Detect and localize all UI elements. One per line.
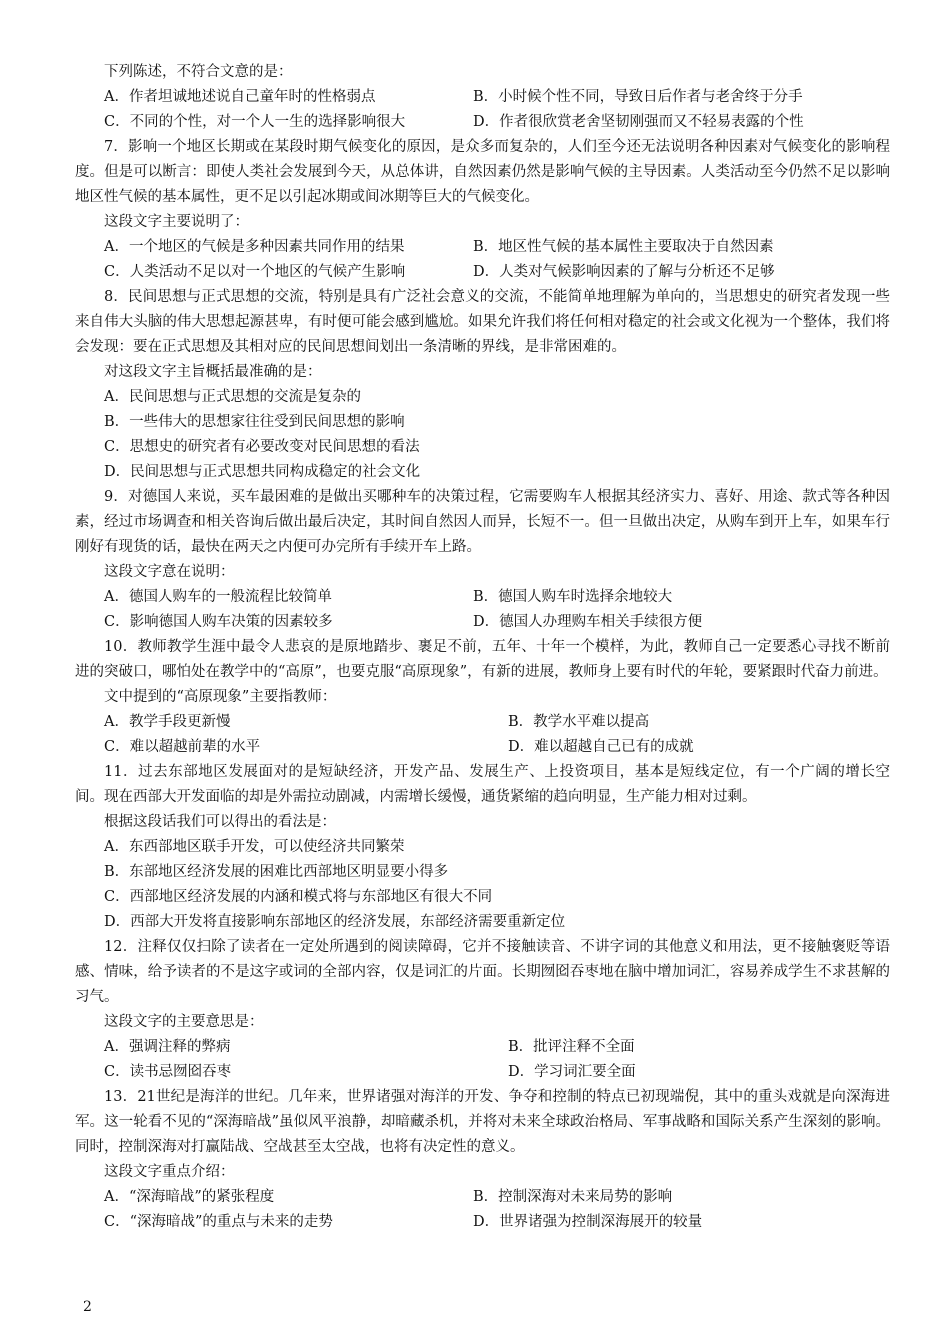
q12-option-d[interactable]: D．学习词汇要全面 xyxy=(508,1064,636,1080)
q6-option-c[interactable]: C．不同的个性，对一个人一生的选择影响很大 xyxy=(104,114,406,130)
q7-option-d[interactable]: D．人类对气候影响因素的了解与分析还不足够 xyxy=(473,264,775,280)
q9-option-c[interactable]: C．影响德国人购车决策的因素较多 xyxy=(104,614,333,630)
q11-passage: 11．过去东部地区发展面对的是短缺经济，开发产品、发展生产、上投资项目，基本是短线定位，有一个广阔的增长空间。现在西部大开发面临的却是外需拉动剧减，内需增长缓慢，通货紧缩的趋向明显，生产能力相对过剩。 xyxy=(75,764,890,805)
q8-option-b[interactable]: B．一些伟大的思想家往往受到民间思想的影响 xyxy=(104,414,405,430)
q8-option-d[interactable]: D．民间思想与正式思想共同构成稳定的社会文化 xyxy=(104,464,421,480)
q9-options-row-1 xyxy=(75,585,890,610)
q10-options-row-1 xyxy=(75,710,890,735)
q8-option-a[interactable]: A．民间思想与正式思想的交流是复杂的 xyxy=(104,389,361,405)
q13-option-d[interactable]: D．世界诸强为控制深海展开的较量 xyxy=(473,1214,703,1230)
q8-prompt: 对这段文字主旨概括最准确的是： xyxy=(104,364,322,380)
q11-option-a[interactable]: A．东西部地区联手开发，可以使经济共同繁荣 xyxy=(104,839,405,855)
q7-options-row-2 xyxy=(75,260,890,285)
q10-prompt: 文中提到的“高原现象”主要指教师： xyxy=(104,689,337,705)
q7-option-a[interactable]: A．一个地区的气候是多种因素共同作用的结果 xyxy=(104,239,405,255)
q6-option-d[interactable]: D．作者很欣赏老舍坚韧刚强而又不轻易表露的个性 xyxy=(473,114,804,130)
q12-options-row-1 xyxy=(75,1035,890,1060)
q13-option-a[interactable]: A．“深海暗战”的紧张程度 xyxy=(104,1189,275,1205)
q7-passage: 7．影响一个地区长期或在某段时期气候变化的原因，是众多而复杂的，人们至今还无法说明各种因素对气候变化的影响程度。但是可以断言：即使人类社会发展到今天，从总体讲，自然因素仍然是影响气候的主导因素。人类活动至今仍然不足以影响地区性气候的基本属性，更不足以引起冰期或间冰期等巨大的气候变化。 xyxy=(75,139,890,205)
q9-option-b[interactable]: B．德国人购车时选择余地较大 xyxy=(473,589,673,605)
q12-passage: 12．注释仅仅扫除了读者在一定处所遇到的阅读障碍，它并不接触读音、不讲字词的其他意义和用法，更不接触褒贬等语感、情味，给予读者的不是这字或词的全部内容，仅是词汇的片面。长期囫囵吞枣地在脑中增加词汇，容易养成学生不求甚解的习气。 xyxy=(75,939,890,1005)
q12-option-b[interactable]: B．批评注释不全面 xyxy=(508,1039,635,1055)
q11-prompt: 根据这段话我们可以得出的看法是： xyxy=(104,814,336,830)
page-number: 2 xyxy=(83,1299,92,1315)
q10-passage: 10．教师教学生涯中最令人悲哀的是原地踏步、裹足不前，五年、十年一个模样，为此，教师自己一定要悉心寻找不断前进的突破口，哪怕处在教学中的“高原”，也要克服“高原现象”，有新的进展，教师身上要有时代的年轮，要紧跟时代奋力前进。 xyxy=(75,639,890,680)
q12-options-row-2 xyxy=(75,1060,890,1085)
q11-option-c[interactable]: C．西部地区经济发展的内涵和模式将与东部地区有很大不同 xyxy=(104,889,493,905)
q6-option-a[interactable]: A．作者坦诚地述说自己童年时的性格弱点 xyxy=(104,89,376,105)
q13-options-row-1 xyxy=(75,1185,890,1210)
q11-option-b[interactable]: B．东部地区经济发展的困难比西部地区明显要小得多 xyxy=(104,864,449,880)
q9-prompt: 这段文字意在说明： xyxy=(104,564,235,580)
q12-prompt: 这段文字的主要意思是： xyxy=(104,1014,264,1030)
q13-passage: 13．21世纪是海洋的世纪。几年来，世界诸强对海洋的开发、争夺和控制的特点已初现端倪，其中的重头戏就是向深海进军。这一轮看不见的“深海暗战”虽似风平浪静，却暗藏杀机，并将对未来全球政治格局、军事战略和国际关系产生深刻的影响。同时，控制深海对打赢陆战、空战甚至太空战，也将有决定性的意义。 xyxy=(75,1089,890,1155)
q9-passage: 9．对德国人来说，买车最困难的是做出买哪种车的决策过程，它需要购车人根据其经济实力、喜好、用途、款式等各种因素，经过市场调查和相关咨询后做出最后决定，其时间自然因人而异，长短不一。但一旦做出决定，从购车到开上车，如果车行刚好有现货的话，最快在两天之内便可办完所有手续开车上路。 xyxy=(75,489,890,555)
q10-option-b[interactable]: B．教学水平难以提高 xyxy=(508,714,650,730)
q7-option-c[interactable]: C．人类活动不足以对一个地区的气候产生影响 xyxy=(104,264,406,280)
q7-option-b[interactable]: B．地区性气候的基本属性主要取决于自然因素 xyxy=(473,239,774,255)
q7-options-row-1 xyxy=(75,235,890,260)
q9-option-a[interactable]: A．德国人购车的一般流程比较简单 xyxy=(104,589,332,605)
q6-options-row-1 xyxy=(75,85,890,110)
q13-option-c[interactable]: C．“深海暗战”的重点与未来的走势 xyxy=(104,1214,333,1230)
q10-options-row-2 xyxy=(75,735,890,760)
q12-option-c[interactable]: C．读书忌囫囵吞枣 xyxy=(104,1064,232,1080)
q10-option-d[interactable]: D．难以超越自己已有的成就 xyxy=(508,739,694,755)
q6-option-b[interactable]: B．小时候个性不同，导致日后作者与老舍终于分手 xyxy=(473,89,803,105)
q8-passage: 8．民间思想与正式思想的交流，特别是具有广泛社会意义的交流，不能简单地理解为单向的，当思想史的研究者发现一些来自伟大头脑的伟大思想起源甚卑，有时便可能会感到尴尬。如果允许我们将任何相对稳定的社会或文化视为一个整体，我们将会发现：要在正式思想及其相对应的民间思想间划出一条清晰的界线，是非常困难的。 xyxy=(75,289,890,355)
q11-option-d[interactable]: D．西部大开发将直接影响东部地区的经济发展，东部经济需要重新定位 xyxy=(104,914,566,930)
q10-option-c[interactable]: C．难以超越前辈的水平 xyxy=(104,739,261,755)
q13-prompt: 这段文字重点介绍： xyxy=(104,1164,235,1180)
q9-option-d[interactable]: D．德国人办理购车相关手续很方便 xyxy=(473,614,703,630)
document-page xyxy=(75,60,890,1235)
q12-option-a[interactable]: A．强调注释的弊病 xyxy=(104,1039,231,1055)
q6-prompt: 下列陈述，不符合文意的是： xyxy=(104,64,293,80)
q10-option-a[interactable]: A．教学手段更新慢 xyxy=(104,714,231,730)
q13-options-row-2 xyxy=(75,1210,890,1235)
q9-options-row-2 xyxy=(75,610,890,635)
q7-prompt: 这段文字主要说明了： xyxy=(104,214,249,230)
q6-options-row-2 xyxy=(75,110,890,135)
q8-option-c[interactable]: C．思想史的研究者有必要改变对民间思想的看法 xyxy=(104,439,420,455)
q13-option-b[interactable]: B．控制深海对未来局势的影响 xyxy=(473,1189,673,1205)
